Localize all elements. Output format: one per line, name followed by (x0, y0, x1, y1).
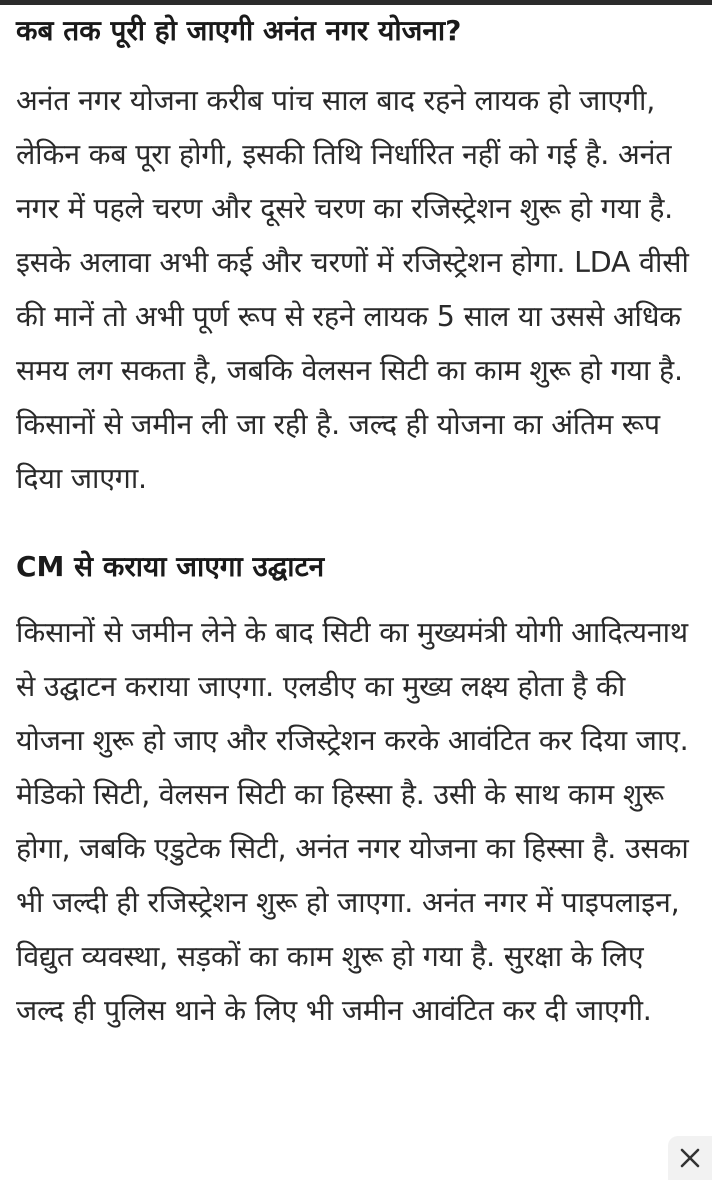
paragraph-inauguration: किसानों से जमीन लेने के बाद सिटी का मुख्यमंत्री योगी आदित्यनाथ से उद्घाटन कराया जाएगा. एलडीए का मुख्य लक्ष्य होता है की योजना शुरू हो जाए और रजिस्ट्रेशन करके आवंटित कर दिया जाए. मेडिको सिटी, वेलसन सिटी का हिस्सा है. उसी के साथ काम शुरू होगा, जबकि एडुटेक सिटी, अनंत नगर योजना का हिस्सा है. उसका भी जल्दी ही रजिस्ट्रेशन शुरू हो जाएगा. अनंत नगर में पाइपलाइन, विद्युत व्यवस्था, सड़कों का काम शुरू हो गया है. सुरक्षा के लिए जल्द ही पुलिस थाने के लिए भी जमीन आवंटित कर दी जाएगी. (16, 616, 689, 1027)
article-body (16, 10, 700, 1038)
paragraph-completion: अनंत नगर योजना करीब पांच साल बाद रहने लायक हो जाएगी, लेकिन कब पूरा होगी, इसकी तिथि निर्धारित नहीं को गई है. अनंत नगर में पहले चरण और दूसरे चरण का रजिस्ट्रेशन शुरू हो गया है. इसके अलावा अभी कई और चरणों में रजिस्ट्रेशन होगा. LDA वीसी की मानें तो अभी पूर्ण रूप से रहने लायक 5 साल या उससे अधिक समय लग सकता है, जबकि वेलसन सिटी का काम शुरू हो गया है. किसानों से जमीन ली जा रही है. जल्द ही योजना का अंतिम रूप दिया जाएगा. (16, 84, 689, 495)
section-heading-inauguration: CM से कराया जाएगा उद्घाटन (16, 550, 325, 583)
close-icon (679, 1147, 701, 1169)
section-heading-completion: कब तक पूरी हो जाएगी अनंत नगर योजना? (16, 14, 462, 47)
top-bar (0, 0, 712, 5)
close-button[interactable] (668, 1136, 712, 1180)
